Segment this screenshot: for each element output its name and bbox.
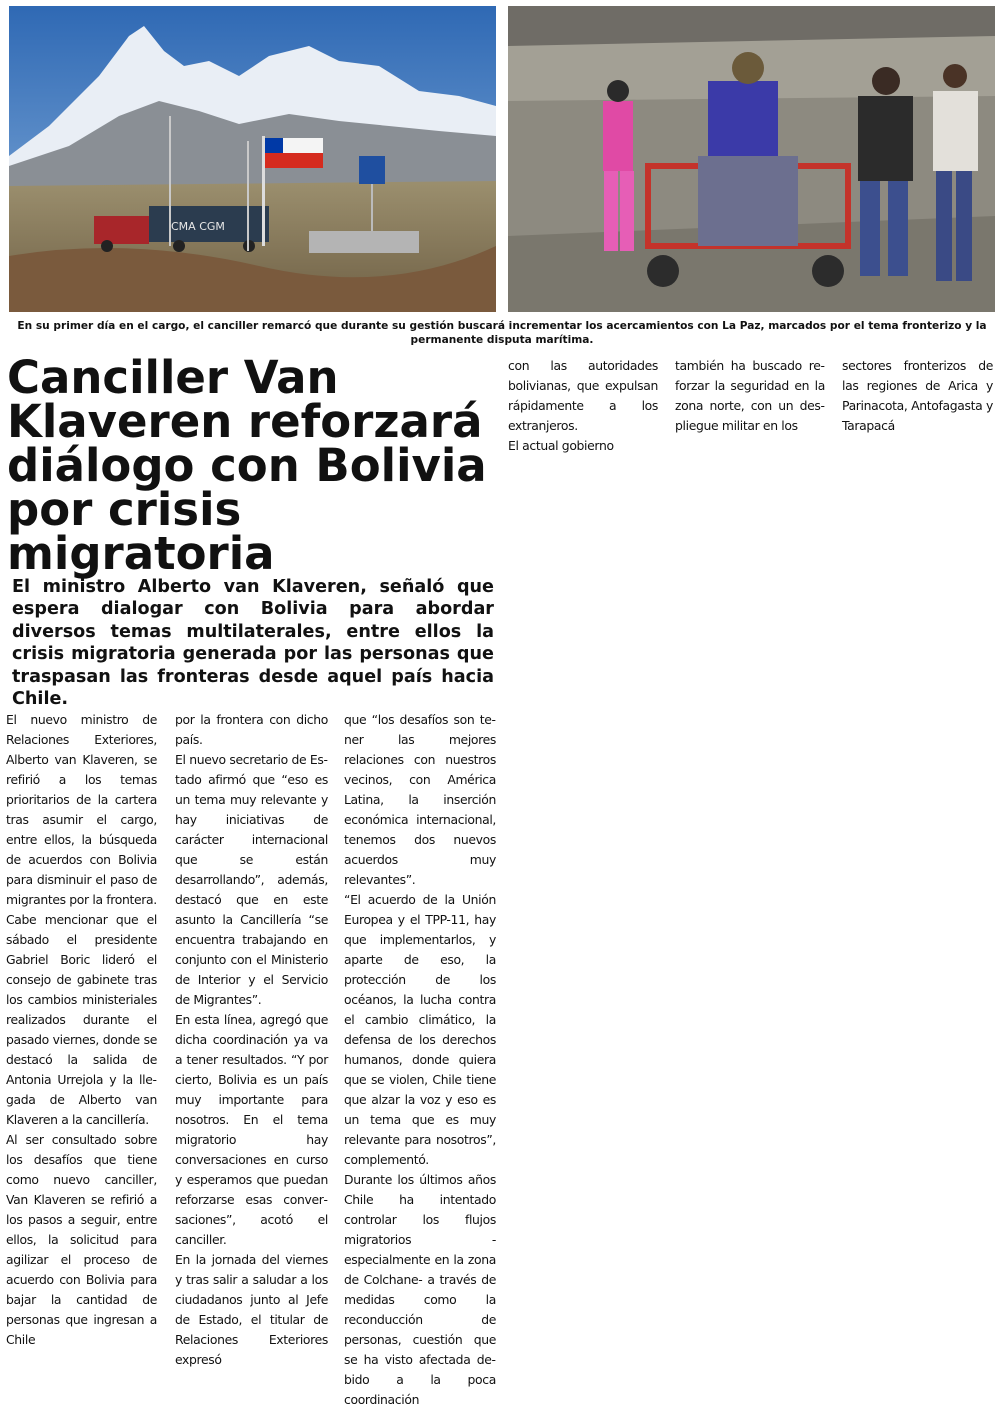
body-column-5	[675, 356, 825, 436]
body-paragraph: El actual gobierno	[508, 438, 614, 453]
container-label: CMA CGM	[171, 220, 225, 233]
body-column-2	[175, 710, 328, 1370]
body-paragraph: “El acuerdo de la Unión Europea y el TPP-11, hay que implementarlos, y aparte de eso, la protección de los océanos, la lucha contra el cambio climático, la defensa de los derechos humanos, donde quiera que se violen, Chile tiene que alzar la voz y eso es un tema que es muy relevante para nosotros”, complementó.	[344, 892, 496, 1167]
body-paragraph: con las autoridades bolivianas, que expulsan rápidamente a los extranjeros.	[508, 358, 658, 433]
article-headline: Canciller Van Klaveren reforzará diálogo con Bolivia por crisis migratoria	[7, 351, 487, 580]
body-paragraph: Cabe mencionar que el sábado el presidente Gabriel Boric lideró el consejo de gabinete tras los cambios ministeriales realizados durante el pasado viernes, donde se destacó la salida de Antonia Urrejola y la llegada de Alberto van Klaveren a la cancillería.	[6, 912, 157, 1127]
body-paragraph: En esta línea, agregó que dicha coordinación ya va a tener resultados. “Y por cierto, Bolivia es un país muy importante para nosotros. En el tema migratorio hay conversaciones en curso y esperamos que puedan reforzarse esas conversaciones”, acotó el canciller.	[175, 1012, 328, 1247]
migrants-cart-photo	[508, 6, 995, 312]
photo-caption: En su primer día en el cargo, el canciller remarcó que durante su gestión buscará incrementar los acercamientos con La Paz, marcados por el tema fronterizo y la permanente disputa marítima.	[17, 320, 987, 346]
body-paragraph: sectores fronterizos de las regiones de Arica y Parinacota, Antofagasta y Tarapacá	[842, 358, 993, 433]
article-lead: El ministro Alberto van Klaveren, señaló que espera dialogar con Bolivia para abordar diversos temas multilaterales, entre ellos la crisis migratoria generada por las personas que traspasan las fronteras desde aquel país hacia Chile.	[12, 577, 494, 710]
body-column-4	[508, 356, 658, 456]
body-paragraph: también ha buscado reforzar la seguridad en la zona norte, con un despliegue militar en los	[675, 358, 825, 433]
body-paragraph: El nuevo ministro de Relaciones Exteriores, Alberto van Klaveren, se refirió a los temas prioritarios de la cartera tras asumir el cargo, entre ellos, la búsqueda de acuerdos con Bolivia para disminuir el paso de migrantes por la frontera.	[6, 712, 157, 907]
body-paragraph: Durante los últimos años Chile ha intentado controlar los flujos migratorios -especialmente en la zona de Colchane- a través de medidas como la reconducción de personas, cuestión que se ha visto afectada debido a la poca coordinación	[344, 1172, 496, 1407]
border-landscape-photo	[9, 6, 496, 312]
body-paragraph: Al ser consultado sobre los desafíos que tiene como nuevo canciller, Van Klaveren se refirió a los pasos a seguir, entre ellos, la solicitud para agilizar el proceso de acuerdo con Bolivia para bajar la cantidad de personas que ingresan a Chile	[6, 1132, 157, 1347]
body-paragraph: que “los desafíos son tener las mejores relaciones con nuestros vecinos, con América Latina, la inserción económica internacional, tenemos dos nuevos acuerdos muy relevantes”.	[344, 712, 496, 887]
body-paragraph: El nuevo secretario de Estado afirmó que “eso es un tema muy relevante y hay iniciativas de carácter internacional que se están desarrollando”, además, destacó que en este asunto la Cancillería “se encuentra trabajando en conjunto con el Ministerio de Interior y el Servicio de Migrantes”.	[175, 752, 328, 1007]
body-column-3	[344, 710, 496, 1410]
body-column-6	[842, 356, 993, 436]
body-paragraph: En la jornada del viernes y tras salir a saludar a los ciudadanos junto al Jefe de Estado, el titular de Relaciones Exteriores expresó	[175, 1252, 328, 1367]
body-paragraph: por la frontera con dicho país.	[175, 712, 328, 747]
body-column-1	[6, 710, 157, 1350]
